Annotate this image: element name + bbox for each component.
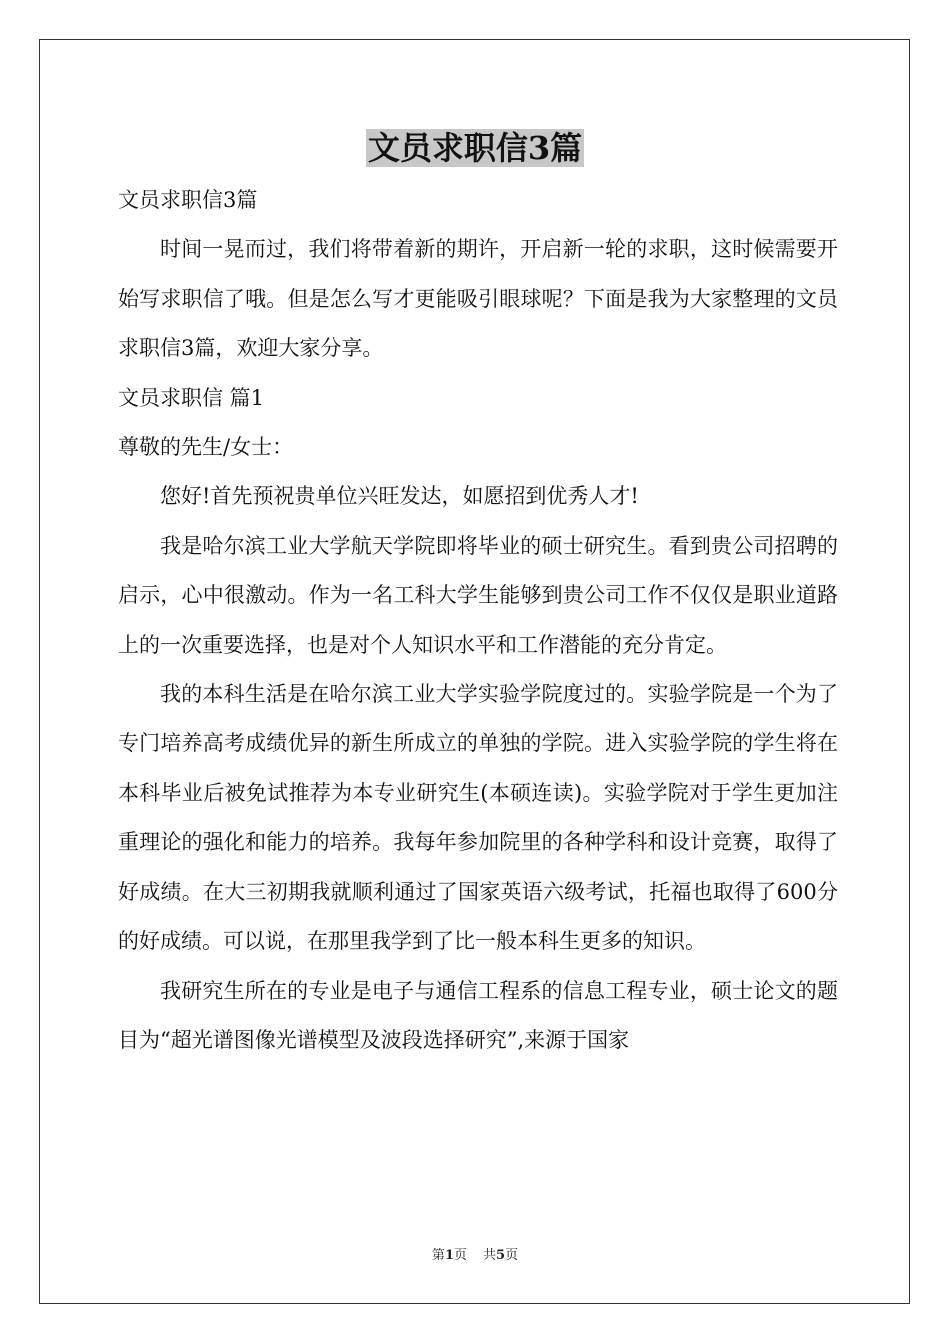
paragraph-5: 我是哈尔滨工业大学航天学院即将毕业的硕士研究生。看到贵公司招聘的启示，心中很激动。作为一名工科大学生能够到贵公司工作不仅仅是职业道路上的一次重要选择，也是对个人知识水平和工作潜能的充分肯定。 [118, 533, 838, 657]
paragraph-4: 您好!首先预祝贵单位兴旺发达，如愿招到优秀人才! [160, 484, 639, 509]
paragraph-2: 文员求职信 篇1 [118, 385, 265, 410]
document-title [0, 126, 950, 170]
page-number-current: 1 [444, 1248, 454, 1263]
page-total-prefix: 共 [483, 1248, 497, 1263]
document-body [118, 176, 838, 1065]
page-total-unit: 页 [505, 1248, 519, 1263]
page-number-prefix: 第 [431, 1248, 445, 1263]
paragraph-6: 我的本科生活是在哈尔滨工业大学实验学院度过的。实验学院是一个为了专门培养高考成绩优异的新生所成立的单独的学院。进入实验学院的学生将在本科毕业后被免试推荐为本专业研究生(本硕连读)。实验学院对于学生更加注重理论的强化和能力的培养。我每年参加院里的各种学科和设计竞赛，取得了好成绩。在大三初期我就顺利通过了国家英语六级考试，托福也取得了600分的好成绩。可以说，在那里我学到了比一般本科生更多的知识。 [118, 682, 838, 954]
paragraph-7: 我研究生所在的专业是电子与通信工程系的信息工程专业，硕士论文的题目为“超光谱图像光谱模型及波段选择研究”,来源于国家 [118, 978, 838, 1052]
paragraph-3: 尊敬的先生/女士： [118, 435, 294, 460]
paragraph-1: 时间一晃而过，我们将带着新的期许，开启新一轮的求职，这时候需要开始写求职信了哦。但是怎么写才更能吸引眼球呢？下面是我为大家整理的文员求职信3篇，欢迎大家分享。 [118, 237, 838, 361]
page-footer [0, 1247, 950, 1265]
document-title-text: 文员求职信3篇 [367, 129, 583, 167]
paragraph-0: 文员求职信3篇 [118, 188, 258, 212]
page-total-count: 5 [496, 1248, 506, 1263]
page-number-unit: 页 [453, 1248, 467, 1263]
